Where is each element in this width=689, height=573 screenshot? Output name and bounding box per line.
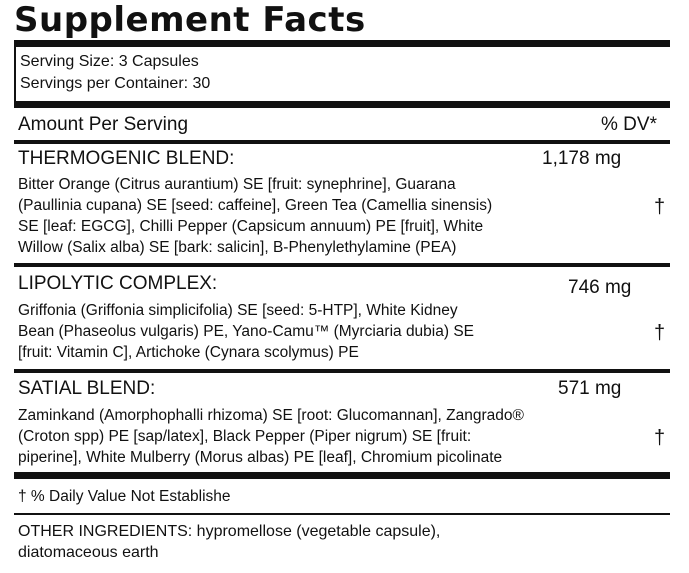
- amount-per-serving: Amount Per Serving: [18, 114, 189, 135]
- footnote-rule: [14, 472, 670, 479]
- other-ingredients-rule: [14, 513, 670, 515]
- servings-per-container: Servings per Container: 30: [20, 75, 211, 92]
- dv-dagger: †: [654, 427, 666, 449]
- ingredient-line: Bean (Phaseolus vulgaris) PE, Yano-Camu™ (Myrciaria dubia) SE: [18, 323, 475, 340]
- ingredient-line: (Croton spp) PE [sap/latex], Black Pepper (Piper nigrum) SE [fruit:: [18, 428, 472, 445]
- dv-header: % DV*: [601, 114, 657, 135]
- other-ingredients-line: OTHER INGREDIENTS: hypromellose (vegetable capsule),: [18, 523, 441, 540]
- ingredient-line: [fruit: Vitamin C], Artichoke (Cynara scolymus) PE: [18, 344, 359, 361]
- blend-amount: 1,178 mg: [542, 148, 622, 169]
- left-border: [14, 40, 16, 104]
- blend-name: LIPOLYTIC COMPLEX:: [18, 273, 218, 294]
- blend-amount: 746 mg: [568, 277, 632, 298]
- dv-dagger: †: [654, 196, 666, 218]
- ingredient-line: piperine], White Mulberry (Morus albas) PE [leaf], Chromium picolinate: [18, 449, 503, 466]
- title-rule: [14, 40, 670, 47]
- blend-name: THERMOGENIC BLEND:: [18, 148, 235, 169]
- ingredient-line: Bitter Orange (Citrus aurantium) SE [fruit: synephrine], Guarana: [18, 176, 456, 193]
- panel-title: Supplement Facts: [14, 0, 366, 40]
- ingredient-line: Willow (Salix alba) SE [bark: salicin], B-Phenylethylamine (PEA): [18, 239, 457, 256]
- footnote: † % Daily Value Not Establishe: [18, 488, 231, 505]
- dv-dagger: †: [654, 322, 666, 344]
- ingredient-line: SE [leaf: EGCG], Chilli Pepper (Capsicum annuum) PE [fruit], White: [18, 218, 484, 235]
- blend-amount: 571 mg: [558, 378, 622, 399]
- section-rule: [14, 369, 670, 373]
- ingredient-line: Zaminkand (Amorphophalli rhizoma) SE [root: Glucomannan], Zangrado®: [18, 407, 524, 424]
- ingredient-line: Griffonia (Griffonia simplicifolia) SE [seed: 5-HTP], White Kidney: [18, 302, 458, 319]
- serving-size: Serving Size: 3 Capsules: [20, 53, 199, 70]
- header-rule: [14, 140, 670, 144]
- serving-rule: [14, 101, 670, 108]
- blend-name: SATIAL BLEND:: [18, 378, 156, 399]
- ingredient-line: (Paullinia cupana) SE [seed: caffeine], Green Tea (Camellia sinensis): [18, 197, 493, 214]
- other-ingredients-line: diatomaceous earth: [18, 544, 159, 561]
- section-rule: [14, 263, 670, 267]
